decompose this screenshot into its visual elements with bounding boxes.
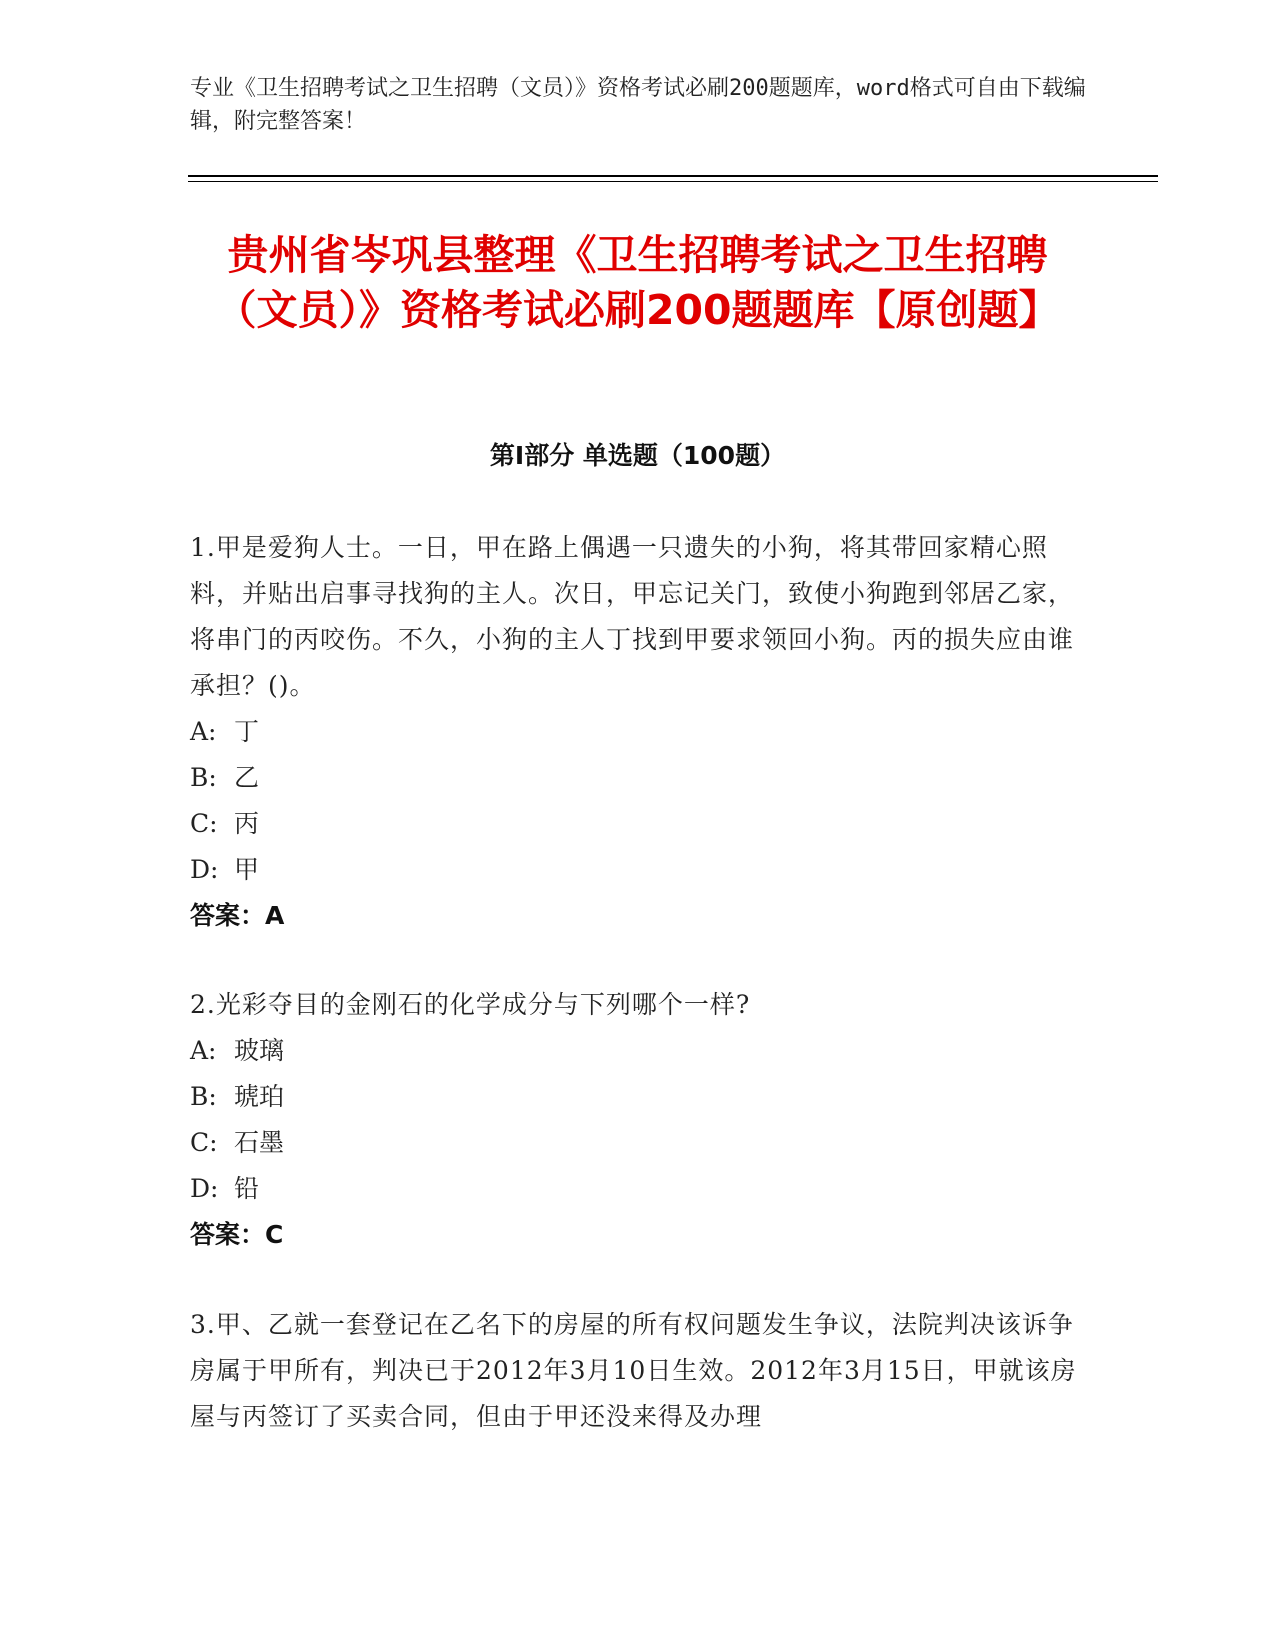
option-text: 玻璃 xyxy=(234,1036,285,1065)
question-3 xyxy=(190,1302,1085,1440)
answer-line: 答案：C xyxy=(190,1220,284,1249)
option-letter: D: xyxy=(190,855,219,884)
question-stem: 2.光彩夺目的金刚石的化学成分与下列哪个一样? xyxy=(190,990,751,1019)
option-d xyxy=(190,847,1085,893)
option-letter: C: xyxy=(190,809,218,838)
option-letter: D: xyxy=(190,1174,219,1203)
header-note: 专业《卫生招聘考试之卫生招聘（文员）》资格考试必刷200题题库，word格式可自由下载编辑，附完整答案！ xyxy=(190,76,1086,134)
option-b xyxy=(190,1074,1085,1120)
answer-line: 答案：A xyxy=(190,901,285,930)
option-text: 丙 xyxy=(234,809,260,838)
option-c xyxy=(190,1120,1085,1166)
question-1 xyxy=(190,525,1085,939)
option-letter: A: xyxy=(190,1036,217,1065)
header-divider xyxy=(188,175,1158,177)
question-2 xyxy=(190,982,1085,1258)
option-c xyxy=(190,801,1085,847)
option-text: 石墨 xyxy=(234,1128,285,1157)
option-text: 琥珀 xyxy=(234,1082,285,1111)
document-title: 贵州省岑巩县整理《卫生招聘考试之卫生招聘（文员）》资格考试必刷200题题库【原创题】 xyxy=(215,231,1060,334)
section-heading: 第I部分 单选题（100题） xyxy=(489,441,786,470)
option-letter: C: xyxy=(190,1128,218,1157)
option-letter: B: xyxy=(190,1082,217,1111)
option-letter: B: xyxy=(190,763,217,792)
option-d xyxy=(190,1166,1085,1212)
question-stem: 3.甲、乙就一套登记在乙名下的房屋的所有权问题发生争议，法院判决该诉争房属于甲所有，判决已于2012年3月10日生效。2012年3月15日，甲就该房屋与丙签订了买卖合同，但由于甲还没来得及办理 xyxy=(190,1310,1077,1431)
option-text: 丁 xyxy=(234,717,260,746)
option-a xyxy=(190,1028,1085,1074)
option-letter: A: xyxy=(190,717,217,746)
question-stem: 1.甲是爱狗人士。一日，甲在路上偶遇一只遗失的小狗，将其带回家精心照料，并贴出启事寻找狗的主人。次日，甲忘记关门，致使小狗跑到邻居乙家，将串门的丙咬伤。不久，小狗的主人丁找到甲要求领回小狗。丙的损失应由谁承担？()。 xyxy=(190,533,1075,700)
option-text: 甲 xyxy=(234,855,260,884)
option-a xyxy=(190,709,1085,755)
option-text: 铅 xyxy=(234,1174,260,1203)
option-b xyxy=(190,755,1085,801)
header-divider-thin xyxy=(188,181,1158,182)
option-text: 乙 xyxy=(234,763,260,792)
